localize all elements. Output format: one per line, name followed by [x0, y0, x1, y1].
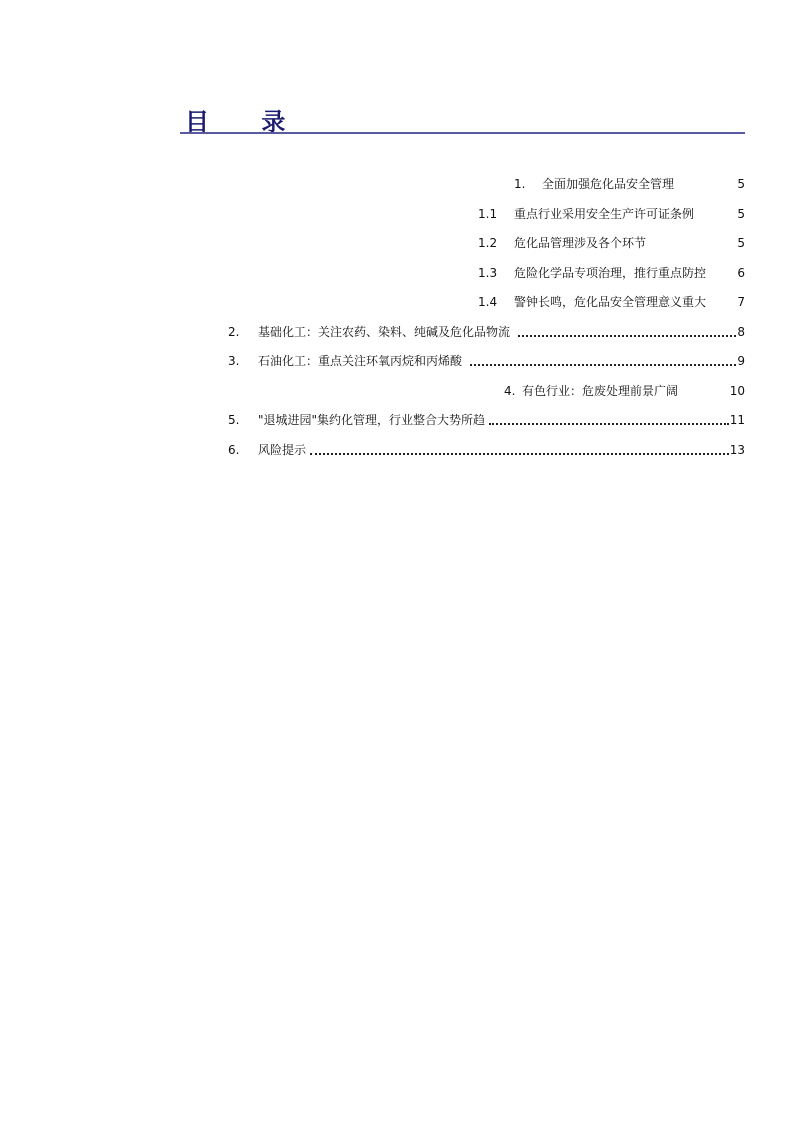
toc-entry-number: 2.: [228, 325, 240, 339]
toc-entry-text: 重点行业采用安全生产许可证条例: [514, 207, 695, 221]
toc-entry-number: 1.4: [478, 295, 498, 309]
toc-entry-6[interactable]: [228, 442, 745, 458]
toc-entry-1-2[interactable]: [478, 235, 745, 251]
toc-entry-text: 全面加强危化品安全管理: [542, 177, 675, 191]
toc-entry-number: 4.: [504, 384, 516, 398]
toc-entry-number: 3.: [228, 354, 240, 368]
toc-entry-number: 1.2: [478, 236, 498, 250]
toc-entry-number: 5.: [228, 413, 240, 427]
toc-entry-page: 9: [737, 354, 745, 368]
toc-entry-4[interactable]: [504, 383, 745, 399]
toc-entry-page: 11: [729, 413, 745, 427]
toc-entry-number: 1.1: [478, 207, 498, 221]
toc-entry-text: 石油化工：重点关注环氧丙烷和丙烯酸: [258, 354, 463, 368]
toc-entry-1-3[interactable]: [478, 265, 745, 281]
toc-entry-page: 5: [737, 177, 745, 191]
toc-entry-text: 危险化学品专项治理，推行重点防控: [514, 266, 707, 280]
toc-entry-page: 6: [737, 266, 745, 280]
toc-entry-text: 危化品管理涉及各个环节: [514, 236, 647, 250]
toc-title: 目 录: [185, 108, 308, 136]
toc-entry-page: 8: [737, 325, 745, 339]
toc-entry-page: 5: [737, 207, 745, 221]
toc-entry-number: 6.: [228, 443, 240, 457]
toc-entry-2[interactable]: [228, 324, 745, 340]
toc-entry-5[interactable]: [228, 412, 745, 428]
toc-entry-number: 1.3: [478, 266, 498, 280]
toc-entry-1[interactable]: [510, 176, 745, 192]
toc-dot-leader: [518, 324, 736, 340]
toc-dot-leader: [489, 412, 729, 428]
toc-entry-number: 1.: [514, 177, 526, 191]
toc-entry-text: 警钟长鸣，危化品安全管理意义重大: [514, 295, 707, 309]
toc-entry-page: 13: [729, 443, 745, 457]
toc-entry-page: 10: [729, 384, 745, 398]
toc-entry-1-4[interactable]: [478, 294, 745, 310]
toc-entry-text: "退城进园"集约化管理，行业整合大势所趋: [258, 413, 486, 427]
toc-entry-text: 有色行业：危废处理前景广阔: [522, 384, 679, 398]
toc-entry-text: 基础化工：关注农药、染料、纯碱及危化品物流: [258, 325, 511, 339]
toc-dot-leader: [470, 353, 736, 369]
toc-entry-page: 7: [737, 295, 745, 309]
toc-dot-leader: [310, 442, 729, 458]
title-divider: [180, 132, 745, 134]
toc-entry-text: 风险提示: [258, 443, 307, 457]
toc-entry-1-1[interactable]: [478, 206, 745, 222]
toc-entry-3[interactable]: [228, 353, 745, 369]
toc-entry-page: 5: [737, 236, 745, 250]
